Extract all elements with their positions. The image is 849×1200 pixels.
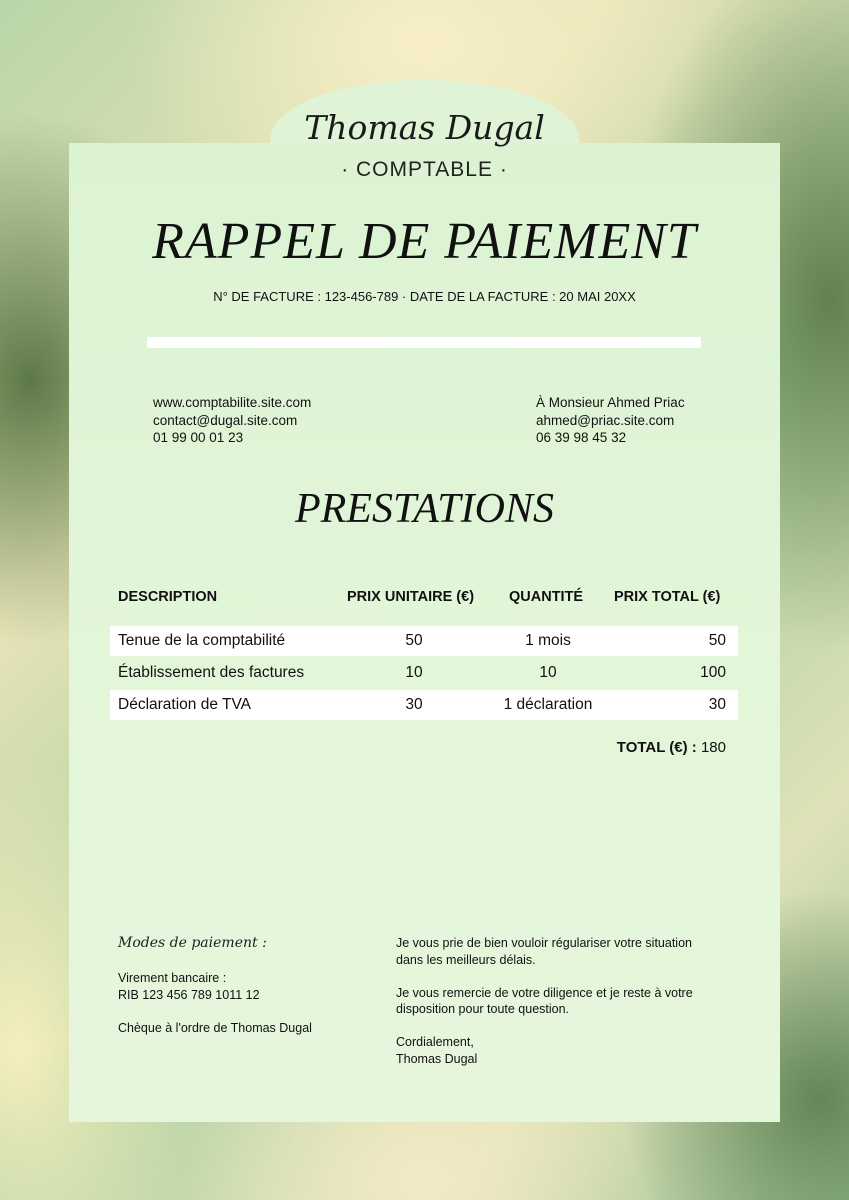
grand-total xyxy=(617,739,726,756)
document-title: RAPPEL DE PAIEMENT xyxy=(152,213,697,270)
message-line: Je vous prie de bien vouloir régulariser votre situation xyxy=(396,936,692,950)
sender-email: contact@dugal.site.com xyxy=(153,412,298,428)
closing-message xyxy=(396,935,693,1067)
services-title: PRESTATIONS xyxy=(295,486,554,532)
table-row xyxy=(110,690,738,720)
recipient-phone: 06 39 98 45 32 xyxy=(536,430,627,445)
column-header-quantity: QUANTITÉ xyxy=(509,589,584,605)
row-description: Établissement des factures xyxy=(118,664,305,681)
message-line: disposition pour toute question. xyxy=(396,1002,570,1016)
table-row xyxy=(110,626,738,656)
row-description: Déclaration de TVA xyxy=(118,696,251,713)
row-total: 50 xyxy=(708,632,726,649)
recipient-contact xyxy=(536,394,685,447)
column-header-total: PRIX TOTAL (€) xyxy=(614,589,721,605)
transfer-label: Virement bancaire : xyxy=(118,971,227,985)
closing-salutation: Cordialement, xyxy=(396,1035,474,1049)
divider-bar xyxy=(147,337,701,348)
message-line: dans les meilleurs délais. xyxy=(396,952,536,967)
rib-number: RIB 123 456 789 1011 12 xyxy=(118,987,260,1002)
row-quantity: 10 xyxy=(539,664,557,681)
row-total: 30 xyxy=(708,696,726,713)
recipient-name: À Monsieur Ahmed Priac xyxy=(536,395,685,410)
row-total: 100 xyxy=(700,664,726,681)
row-unit-price: 30 xyxy=(405,696,423,713)
invoice-meta: N° DE FACTURE : 123-456-789 · DATE DE LA FACTURE : 20 MAI 20XX xyxy=(213,289,636,304)
payment-methods xyxy=(118,970,312,1036)
total-label: TOTAL (€) : xyxy=(616,739,697,756)
recipient-email: ahmed@priac.site.com xyxy=(536,412,675,428)
sender-website: www.comptabilite.site.com xyxy=(153,395,312,410)
message-line: Je vous remercie de votre diligence et je reste à votre xyxy=(396,985,693,1000)
sender-phone: 01 99 00 01 23 xyxy=(153,430,244,445)
sender-contact xyxy=(153,394,311,447)
row-unit-price: 10 xyxy=(405,664,423,681)
accountant-role: · COMPTABLE · xyxy=(341,158,508,181)
column-header-description: DESCRIPTION xyxy=(118,589,218,605)
table-row xyxy=(110,658,738,688)
payment-methods-title: Modes de paiement : xyxy=(118,935,267,951)
accountant-name: Thomas Dugal xyxy=(304,108,545,147)
row-unit-price: 50 xyxy=(405,632,423,649)
column-header-unit-price: PRIX UNITAIRE (€) xyxy=(347,589,475,605)
cheque-info: Chèque à l'ordre de Thomas Dugal xyxy=(118,1020,312,1035)
row-quantity: 1 mois xyxy=(525,632,571,649)
row-quantity: 1 déclaration xyxy=(503,696,593,713)
signature: Thomas Dugal xyxy=(396,1051,478,1066)
row-description: Tenue de la comptabilité xyxy=(118,632,286,649)
total-value: 180 xyxy=(700,739,726,756)
